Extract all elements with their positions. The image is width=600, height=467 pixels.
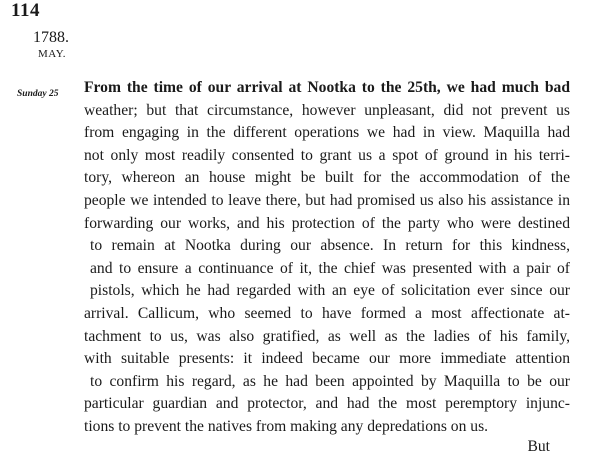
text-line: to remain at Nootka during our absence. In return for this kindness, <box>90 237 570 255</box>
text-line: pistols, which he had regarded with an eye of solicitation ever since our <box>90 282 570 300</box>
text-line: tachment to us, was also gratified, as well as the ladies of his family, <box>84 327 570 345</box>
text-line: and to ensure a continuance of it, the chief was presented with a pair of <box>90 259 570 277</box>
text-line: tory, whereon an house might be built for the accommodation of the <box>84 169 570 187</box>
text-line: with suitable presents: it indeed became our more immediate attention <box>84 350 570 368</box>
body-text <box>84 77 570 439</box>
year-heading: 1788. <box>33 29 69 46</box>
text-line: particular guardian and protector, and had the most peremptory injunc- <box>84 395 570 413</box>
text-line: people we intended to leave there, but had promised us also his assistance in <box>84 191 570 209</box>
catchword: But <box>527 438 550 455</box>
text-line: arrival. Callicum, who seemed to have formed a most affectionate at- <box>84 304 570 322</box>
text-line: from engaging in the different operations we had in view. Maquilla had <box>84 124 570 142</box>
page-number: 114 <box>11 0 40 21</box>
text-line: not only most readily consented to grant us a spot of ground in his terri- <box>84 146 570 164</box>
text-line: forwarding our works, and his protection of the party who were destined <box>84 214 570 232</box>
month-heading: MAY. <box>38 48 66 60</box>
margin-date-note: Sunday 25 <box>17 89 59 99</box>
text-line: tions to prevent the natives from making any depredations on us. <box>84 417 489 435</box>
text-line: to confirm his regard, as he had been appointed by Maquilla to be our <box>90 372 570 390</box>
text-line: weather; but that circumstance, however unpleasant, did not prevent us <box>84 101 570 119</box>
text-line: From the time of our arrival at Nootka to the 25th, we had much bad <box>84 79 570 96</box>
